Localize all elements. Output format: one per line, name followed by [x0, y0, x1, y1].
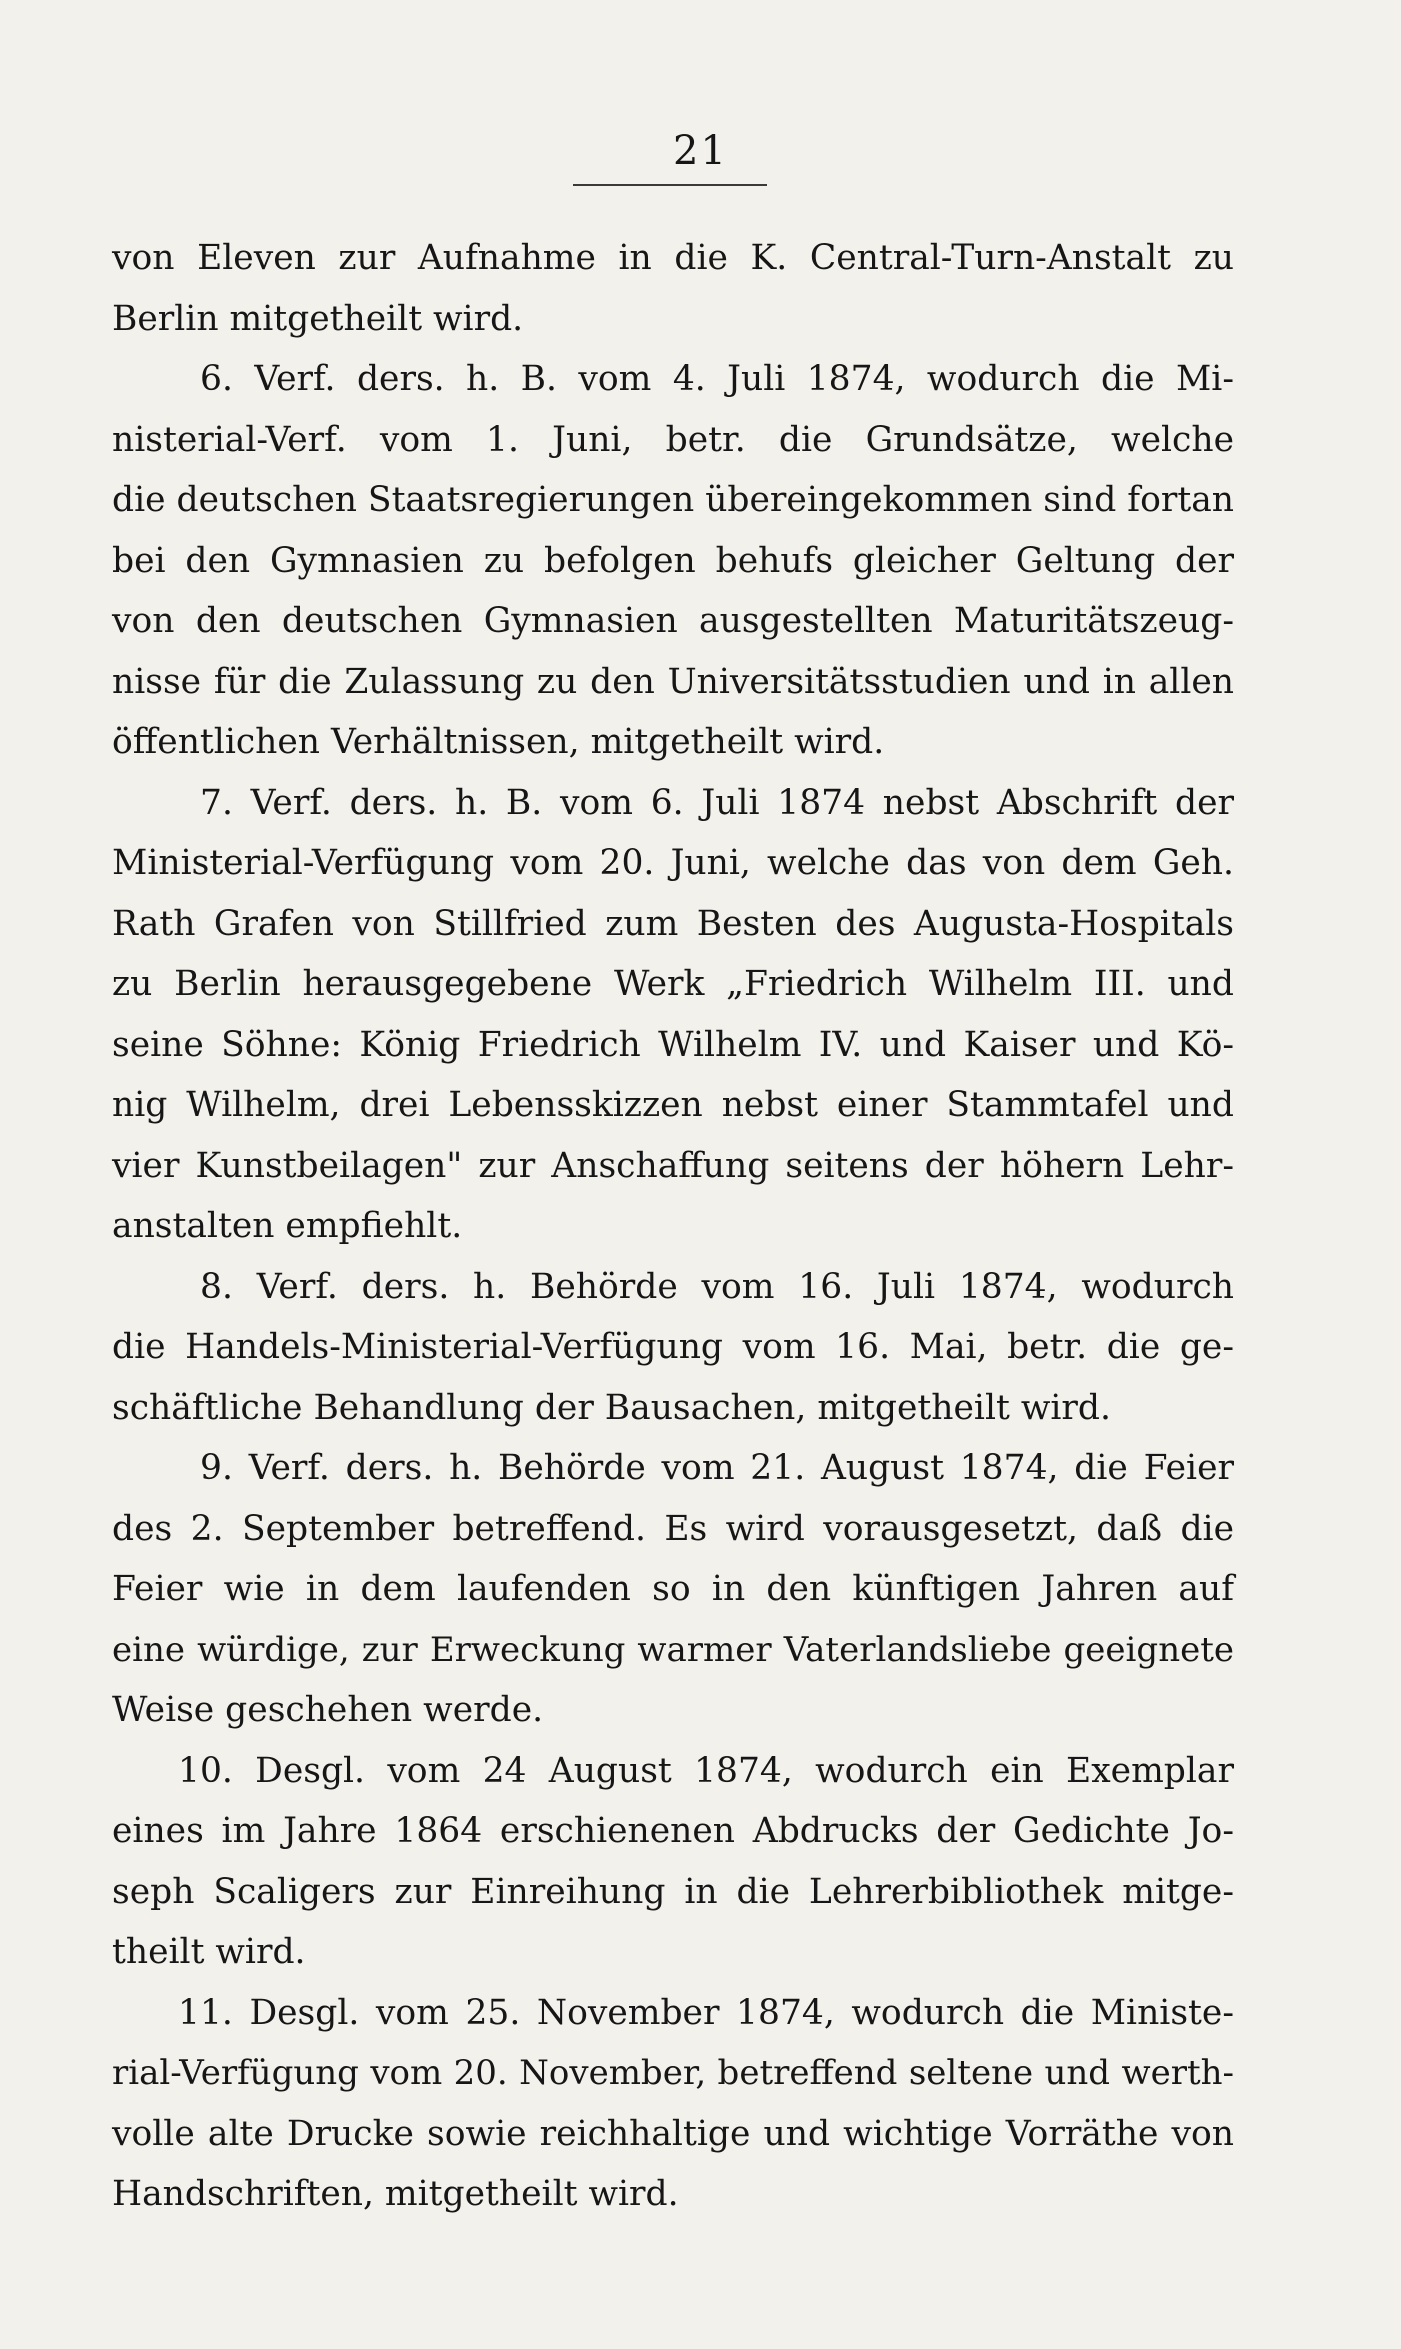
text-line: vier Kunstbeilagen" zur Anschaffung seitens der höhern Lehr- — [112, 1145, 1234, 1186]
text-line: theilt wird. — [112, 1932, 306, 1972]
text-line: 6. Verf. ders. h. B. vom 4. Juli 1874, wodurch die Mi- — [200, 359, 1234, 399]
text-line: rial-Verfügung vom 20. November, betreffend seltene und werth- — [112, 2053, 1234, 2093]
text-line: anstalten empfiehlt. — [112, 1206, 463, 1246]
text-line: 8. Verf. ders. h. Behörde vom 16. Juli 1874, wodurch — [200, 1266, 1234, 1307]
text-line: seph Scaligers zur Einreihung in die Lehrerbibliothek mitge- — [112, 1871, 1234, 1912]
text-line: nig Wilhelm, drei Lebensskizzen nebst einer Stammtafel und — [112, 1085, 1234, 1125]
text-line: Ministerial-Verfügung vom 20. Juni, welche das von dem Geh. — [112, 843, 1234, 883]
text-line: die Handels-Ministerial-Verfügung vom 16. Mai, betr. die ge- — [112, 1327, 1234, 1367]
text-line: nisterial-Verf. vom 1. Juni, betr. die Grundsätze, welche — [112, 419, 1234, 460]
text-line: des 2. September betreffend. Es wird vorausgesetzt, daß die — [112, 1508, 1234, 1549]
text-line: Feier wie in dem laufenden so in den künftigen Jahren auf — [112, 1569, 1234, 1609]
text-line: Weise geschehen werde. — [112, 1690, 544, 1730]
text-line: zu Berlin herausgegebene Werk „Friedrich Wilhelm III. und — [112, 964, 1234, 1004]
text-line: die deutschen Staatsregierungen übereingekommen sind fortan — [112, 480, 1234, 520]
text-line: Handschriften, mitgetheilt wird. — [112, 2174, 679, 2214]
text-line: 11. Desgl. vom 25. November 1874, wodurch die Ministe- — [178, 1992, 1234, 2033]
page-number: 21 — [673, 128, 728, 174]
text-line: Rath Grafen von Stillfried zum Besten des Augusta-Hospitals — [112, 903, 1234, 944]
header-rule — [573, 184, 767, 186]
text-line: eines im Jahre 1864 erschienenen Abdrucks der Gedichte Jo- — [112, 1811, 1234, 1851]
text-line: 9. Verf. ders. h. Behörde vom 21. August 1874, die Feier — [200, 1448, 1234, 1488]
text-line: von den deutschen Gymnasien ausgestellten Maturitätszeug- — [112, 601, 1234, 641]
text-line: nisse für die Zulassung zu den Universitätsstudien und in allen — [112, 661, 1234, 702]
body-text — [112, 228, 1234, 2225]
text-line: 10. Desgl. vom 24 August 1874, wodurch ein Exemplar — [178, 1750, 1234, 1791]
text-line: von Eleven zur Aufnahme in die K. Central-Turn-Anstalt zu — [112, 238, 1234, 278]
text-line: 7. Verf. ders. h. B. vom 6. Juli 1874 nebst Abschrift der — [200, 782, 1234, 823]
text-line: schäftliche Behandlung der Bausachen, mitgetheilt wird. — [112, 1387, 1111, 1428]
text-line: Berlin mitgetheilt wird. — [112, 298, 524, 339]
text-line: volle alte Drucke sowie reichhaltige und wichtige Vorräthe von — [112, 2113, 1234, 2154]
text-line: seine Söhne: König Friedrich Wilhelm IV. und Kaiser und Kö- — [112, 1024, 1234, 1065]
text-line: eine würdige, zur Erweckung warmer Vaterlandsliebe geeignete — [112, 1629, 1234, 1670]
text-line: bei den Gymnasien zu befolgen behufs gleicher Geltung der — [112, 540, 1234, 581]
text-line: öffentlichen Verhältnissen, mitgetheilt wird. — [112, 722, 885, 762]
